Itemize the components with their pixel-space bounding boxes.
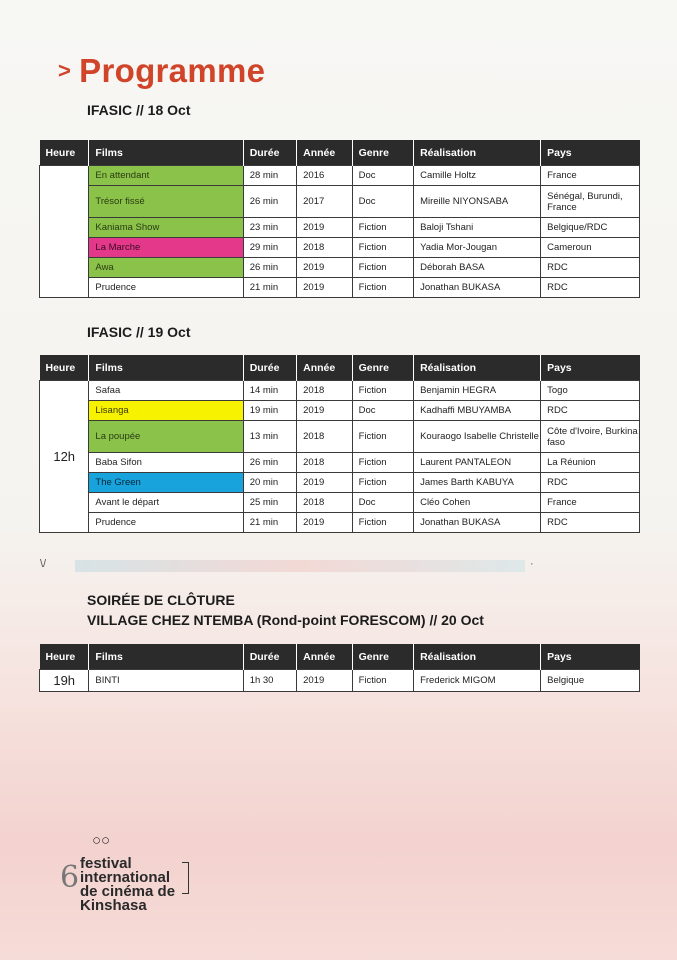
- year-cell: 2019: [297, 473, 352, 493]
- logo-line: Kinshasa: [80, 897, 147, 914]
- column-header: Pays: [541, 140, 640, 166]
- schedule-table-18-oct: [39, 140, 640, 298]
- country-cell: Côte d'Ivoire, Burkina faso: [541, 421, 640, 453]
- hour-cell: 19h: [40, 670, 89, 692]
- decorative-divider: [75, 560, 525, 572]
- country-cell: Sénégal, Burundi, France: [541, 186, 640, 218]
- film-cell: Prudence: [89, 278, 243, 298]
- genre-cell: Fiction: [352, 421, 414, 453]
- duration-cell: 26 min: [243, 258, 296, 278]
- genre-cell: Fiction: [352, 473, 414, 493]
- duration-cell: 26 min: [243, 186, 296, 218]
- column-header: Réalisation: [414, 644, 541, 670]
- country-cell: Togo: [541, 381, 640, 401]
- hour-cell: [40, 166, 89, 298]
- table-row: [40, 218, 640, 238]
- film-cell: BINTI: [89, 670, 243, 692]
- genre-cell: Doc: [352, 186, 414, 218]
- country-cell: RDC: [541, 401, 640, 421]
- genre-cell: Fiction: [352, 513, 414, 533]
- country-cell: France: [541, 493, 640, 513]
- table-row: [40, 670, 640, 692]
- director-cell: Déborah BASA: [414, 258, 541, 278]
- film-cell: Trésor fissé: [89, 186, 243, 218]
- duration-cell: 26 min: [243, 453, 296, 473]
- schedule-table-19-oct: [39, 355, 640, 533]
- genre-cell: Fiction: [352, 453, 414, 473]
- logo-bracket: [182, 862, 189, 894]
- genre-cell: Doc: [352, 166, 414, 186]
- film-cell: La poupée: [89, 421, 243, 453]
- film-cell: Baba Sifon: [89, 453, 243, 473]
- column-header: Films: [89, 355, 243, 381]
- year-cell: 2018: [297, 493, 352, 513]
- table-row: [40, 513, 640, 533]
- country-cell: RDC: [541, 278, 640, 298]
- genre-cell: Fiction: [352, 218, 414, 238]
- section-title-19-oct: IFASIC // 19 Oct: [87, 324, 191, 340]
- country-cell: RDC: [541, 473, 640, 493]
- column-header: Année: [297, 140, 352, 166]
- genre-cell: Fiction: [352, 381, 414, 401]
- duration-cell: 23 min: [243, 218, 296, 238]
- genre-cell: Doc: [352, 493, 414, 513]
- section-subtitle-closing: VILLAGE CHEZ NTEMBA (Rond-point FORESCOM) // 20 Oct: [87, 612, 484, 628]
- director-cell: Camille Holtz: [414, 166, 541, 186]
- country-cell: La Réunion: [541, 453, 640, 473]
- director-cell: Frederick MIGOM: [414, 670, 541, 692]
- film-cell: La Marche: [89, 238, 243, 258]
- column-header: Genre: [352, 644, 414, 670]
- column-header: Genre: [352, 355, 414, 381]
- film-cell: Avant le départ: [89, 493, 243, 513]
- column-header: Pays: [541, 355, 640, 381]
- film-cell: En attendant: [89, 166, 243, 186]
- column-header: Année: [297, 355, 352, 381]
- table-row: [40, 381, 640, 401]
- logo-line: festival: [80, 855, 132, 872]
- director-cell: Jonathan BUKASA: [414, 513, 541, 533]
- year-cell: 2019: [297, 278, 352, 298]
- year-cell: 2019: [297, 258, 352, 278]
- column-header: Heure: [40, 355, 89, 381]
- duration-cell: 29 min: [243, 238, 296, 258]
- table-row: [40, 166, 640, 186]
- country-cell: Belgique: [541, 670, 640, 692]
- duration-cell: 25 min: [243, 493, 296, 513]
- genre-cell: Fiction: [352, 238, 414, 258]
- country-cell: RDC: [541, 258, 640, 278]
- chevron-right-icon: >: [58, 58, 72, 83]
- director-cell: Jonathan BUKASA: [414, 278, 541, 298]
- page-title-text: Programme: [79, 52, 266, 89]
- decoration-mark-left: \/: [40, 558, 47, 570]
- column-header: Films: [89, 644, 243, 670]
- section-title-18-oct: IFASIC // 18 Oct: [87, 102, 191, 118]
- logo-line: international: [80, 869, 171, 886]
- film-cell: Kaniama Show: [89, 218, 243, 238]
- genre-cell: Fiction: [352, 258, 414, 278]
- film-cell: The Green: [89, 473, 243, 493]
- column-header: Films: [89, 140, 243, 166]
- director-cell: Kouraogo Isabelle Christelle: [414, 421, 541, 453]
- page-title: [58, 52, 265, 90]
- table-row: [40, 493, 640, 513]
- country-cell: Cameroun: [541, 238, 640, 258]
- table-row: [40, 258, 640, 278]
- column-header: Durée: [243, 644, 296, 670]
- director-cell: Cléo Cohen: [414, 493, 541, 513]
- schedule-table-20-oct: [39, 644, 640, 692]
- table-row: [40, 278, 640, 298]
- director-cell: Mireille NIYONSABA: [414, 186, 541, 218]
- column-header: Durée: [243, 355, 296, 381]
- column-header: Durée: [243, 140, 296, 166]
- column-header: Année: [297, 644, 352, 670]
- genre-cell: Doc: [352, 401, 414, 421]
- film-cell: Prudence: [89, 513, 243, 533]
- table-row: [40, 186, 640, 218]
- genre-cell: Fiction: [352, 670, 414, 692]
- table-row: [40, 421, 640, 453]
- column-header: Heure: [40, 140, 89, 166]
- year-cell: 2018: [297, 421, 352, 453]
- decoration-mark-right: ·: [530, 558, 534, 570]
- country-cell: Belgique/RDC: [541, 218, 640, 238]
- director-cell: James Barth KABUYA: [414, 473, 541, 493]
- director-cell: Baloji Tshani: [414, 218, 541, 238]
- duration-cell: 21 min: [243, 278, 296, 298]
- country-cell: France: [541, 166, 640, 186]
- film-cell: Safaa: [89, 381, 243, 401]
- year-cell: 2018: [297, 238, 352, 258]
- year-cell: 2018: [297, 453, 352, 473]
- logo-line: de cinéma de: [80, 883, 176, 900]
- table-row: [40, 473, 640, 493]
- year-cell: 2019: [297, 513, 352, 533]
- logo-edition: 6: [60, 860, 80, 895]
- table-row: [40, 238, 640, 258]
- duration-cell: 21 min: [243, 513, 296, 533]
- film-reel-icon: ○○: [92, 832, 111, 849]
- genre-cell: Fiction: [352, 278, 414, 298]
- column-header: Pays: [541, 644, 640, 670]
- festival-logo: [60, 832, 200, 932]
- year-cell: 2019: [297, 401, 352, 421]
- film-cell: Lisanga: [89, 401, 243, 421]
- film-cell: Awa: [89, 258, 243, 278]
- column-header: Réalisation: [414, 140, 541, 166]
- duration-cell: 13 min: [243, 421, 296, 453]
- hour-cell: 12h: [40, 381, 89, 533]
- section-title-closing: SOIRÉE DE CLÔTURE: [87, 592, 235, 608]
- duration-cell: 1h 30: [243, 670, 296, 692]
- director-cell: Yadia Mor-Jougan: [414, 238, 541, 258]
- director-cell: Benjamin HEGRA: [414, 381, 541, 401]
- duration-cell: 19 min: [243, 401, 296, 421]
- table-row: [40, 401, 640, 421]
- column-header: Réalisation: [414, 355, 541, 381]
- duration-cell: 20 min: [243, 473, 296, 493]
- table-row: [40, 453, 640, 473]
- year-cell: 2016: [297, 166, 352, 186]
- director-cell: Laurent PANTALEON: [414, 453, 541, 473]
- duration-cell: 28 min: [243, 166, 296, 186]
- year-cell: 2018: [297, 381, 352, 401]
- year-cell: 2019: [297, 670, 352, 692]
- year-cell: 2017: [297, 186, 352, 218]
- duration-cell: 14 min: [243, 381, 296, 401]
- country-cell: RDC: [541, 513, 640, 533]
- year-cell: 2019: [297, 218, 352, 238]
- director-cell: Kadhaffi MBUYAMBA: [414, 401, 541, 421]
- column-header: Genre: [352, 140, 414, 166]
- column-header: Heure: [40, 644, 89, 670]
